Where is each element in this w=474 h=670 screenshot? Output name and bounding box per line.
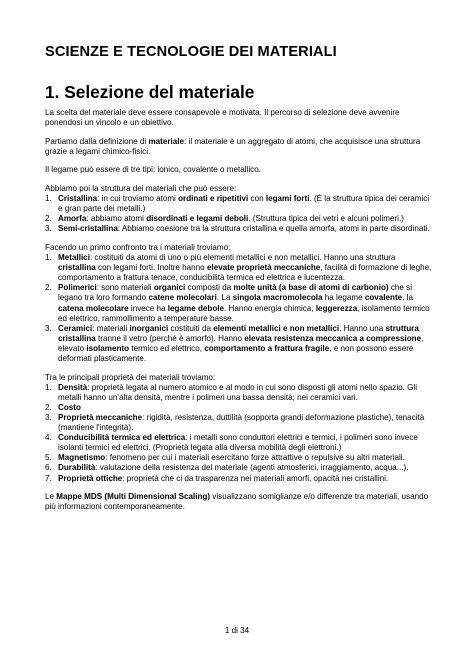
text-run: . Hanno energia chimica, (224, 303, 316, 313)
list-number: 3. (45, 224, 52, 234)
bold-term: legame debole (167, 303, 225, 313)
text-run: , la (402, 293, 413, 303)
bold-term: Cristallina (58, 194, 98, 204)
bold-term: Semi-cristallina (58, 224, 118, 234)
bold-term: Magnetismo (58, 453, 106, 463)
text-run: . (È la struttura tipica dei ceramici e gran parte dei metalli.) (58, 194, 430, 214)
bold-term: ordinati e ripetitivi (178, 194, 249, 204)
bold-term: isolamento (86, 343, 130, 353)
text-run: . Hanno una (339, 323, 386, 333)
bold-term: elementi metallici e non metallici (213, 323, 340, 333)
bold-term: Durabilità (58, 463, 96, 473)
bold-term: catene molecolari (148, 293, 217, 303)
materials-list (45, 253, 435, 364)
page-number: 1 di 34 (224, 626, 250, 635)
bold-term: Ceramici (58, 323, 93, 333)
bond-types-paragraph: Il legame può essere di tre tipi: ionico, covalente o metallico. (45, 165, 261, 175)
text-run: con (248, 194, 266, 204)
list-item (45, 474, 435, 484)
list-number: 2. (45, 283, 52, 293)
bold-term: singola macromolecola (232, 293, 323, 303)
bold-term: struttura cristallina (58, 323, 419, 343)
bold-term: Densità (58, 382, 88, 392)
bold-term: molte unità (a base di atomi di carbonio) (233, 283, 389, 293)
list-item (45, 194, 435, 214)
text-run: : fenomeno per cui i materiali esercitano forze attrattive o repulsive su altri materiali. (105, 453, 405, 463)
list-item (45, 403, 435, 413)
text-run: , elevato (58, 333, 424, 353)
bold-term: Polimerici (58, 283, 97, 293)
list-number: 7. (45, 473, 52, 483)
text-run: : in cui troviamo atomi (97, 194, 179, 204)
text-run: : costituiti da atomi di uno o più elementi metallici e non metallici. Hanno una struttura (89, 253, 396, 263)
list-number: 1. (45, 194, 52, 204)
text-run: : proprietà che ci da trasparenza nei materiali amorfi, opacità nei cristallini. (122, 473, 389, 483)
text-run: termico ed elettrico, (129, 343, 205, 353)
text-run: , isolamento termico ed elettrico, rammollimento a temperature basse. (58, 303, 430, 323)
list-number: 4. (45, 433, 52, 443)
text-run: : valutazione della resistenza del materiale (agenti atmosferici, irraggiamento, acqua...). (95, 463, 409, 473)
text-run: , e non possono essere deformati plasticamente. (58, 343, 414, 363)
list-number: 3. (45, 412, 52, 422)
list-number: 2. (45, 214, 52, 224)
bold-term: Mappe MDS (Multi Dimensional Scaling) (56, 492, 211, 502)
bold-term: disordinati e legami deboli (146, 214, 249, 224)
bold-term: Proprietà meccaniche (58, 412, 143, 422)
list-item (45, 214, 435, 224)
bold-term: comportamento a frattura fragile (204, 343, 330, 353)
text-run: composti da (185, 283, 234, 293)
bold-term: Proprietà ottiche (58, 473, 123, 483)
bold-term: Conducibilità termica ed elettrica (58, 433, 186, 443)
bold-term: organici (153, 283, 186, 293)
text-run: : sono materiali (96, 283, 154, 293)
bold-term: elevate proprietà meccaniche (206, 263, 321, 273)
text-run: che si legano tra loro formando (58, 283, 413, 303)
bold-term: materiale (148, 136, 185, 146)
bold-term: legami forti (265, 194, 310, 204)
text-run: : abbiamo atomi (86, 214, 147, 224)
list-item (45, 283, 435, 323)
bold-term: catena molecolare (58, 303, 129, 313)
structures-intro: Abbiamo poi la struttura dei materiali che può essere: (45, 183, 237, 193)
list-number: 1. (45, 253, 52, 263)
text-run: visualizzano somiglianze e/o differenze tra materiali, usando più informazioni contemporaneamente. (45, 492, 429, 512)
section-title: 1. Selezione del materiale (45, 82, 255, 102)
list-item (45, 253, 435, 283)
materials-intro: Facendo un primo confronto tra i materiali troviamo: (45, 242, 231, 252)
bold-term: inorganici (129, 323, 169, 333)
text-run: . (Struttura tipica dei vetri e alcuni polimeri.) (248, 214, 404, 224)
list-item (45, 433, 435, 453)
text-run: invece ha (128, 303, 168, 313)
list-item (45, 463, 435, 473)
text-run: con legami forti. Inoltre hanno (95, 263, 207, 273)
list-number: 3. (45, 323, 52, 333)
text-run: Le (45, 492, 57, 502)
text-run: , facilità di formazione di leghe, comportamento a frattura tenace, conducibilità termica ed elettrica e lucentezza. (58, 263, 432, 283)
bold-term: covalente (364, 293, 403, 303)
text-run: : il materiale è un aggregato di atomi, che acquisisce una struttura grazie a legami chimico-fisici. (45, 136, 421, 156)
bold-term: leggerezza (315, 303, 358, 313)
document-body (45, 108, 435, 521)
list-number: 1. (45, 382, 52, 392)
text-run: costituiti da (168, 323, 214, 333)
bold-term: Amorfa (58, 214, 87, 224)
bold-term: cristallina (58, 263, 96, 273)
text-run: tranne il vetro (perché è amorfo). Hanno (95, 333, 245, 343)
text-run: : i metalli sono conduttori elettrici e termici, i polimeri sono invece isolanti termici ed elettrici. (Proprietà legata alla diversa mobilità degli elettroni.) (58, 433, 418, 453)
document-title: SCIENZE E TECNOLOGIE DEI MATERIALI (45, 44, 337, 60)
bold-term: Costo (58, 402, 81, 412)
list-number: 6. (45, 463, 52, 473)
properties-list (45, 383, 435, 484)
list-item (45, 383, 435, 403)
mds-paragraph (45, 492, 435, 512)
bold-term: elevata resistenza meccanica a compressione (244, 333, 422, 343)
list-item (45, 224, 435, 234)
definition-paragraph (45, 137, 435, 157)
list-item (45, 413, 435, 433)
text-run: : Abbiamo coesione tra la struttura cristallina e quella amorfa, atomi in parte disordinati. (117, 224, 430, 234)
list-number: 2. (45, 402, 52, 412)
text-run: : proprietà legata al numero atomico e al modo in cui sono disposti gli atomi nello spazio. Gli metalli hanno un'alta densità, mentre i polimeri una bassa densità; nei ceramici vari. (58, 382, 418, 402)
list-item (45, 324, 435, 364)
bold-term: Metallici (58, 253, 90, 263)
properties-intro: Tra le principali proprietà dei materiali troviamo: (45, 372, 216, 382)
intro-paragraph: La scelta del materiale deve essere consapevole e motivata. Il percorso di selezione deve avvenire ponendosi un vincolo e un obiettivo. (45, 108, 400, 128)
structures-list (45, 194, 435, 234)
text-run: . La (216, 293, 233, 303)
text-run: : rigidità, resistenza, duttilità (sopporta grandi deformazione plastiche), tenacità (mantiene l'integrità). (58, 412, 425, 433)
text-run: : materiali (92, 323, 130, 333)
text-run: ha legame (322, 293, 365, 303)
text-run: Partiamo dalla definizione di (45, 136, 149, 146)
list-item (45, 453, 435, 463)
list-number: 5. (45, 453, 52, 463)
